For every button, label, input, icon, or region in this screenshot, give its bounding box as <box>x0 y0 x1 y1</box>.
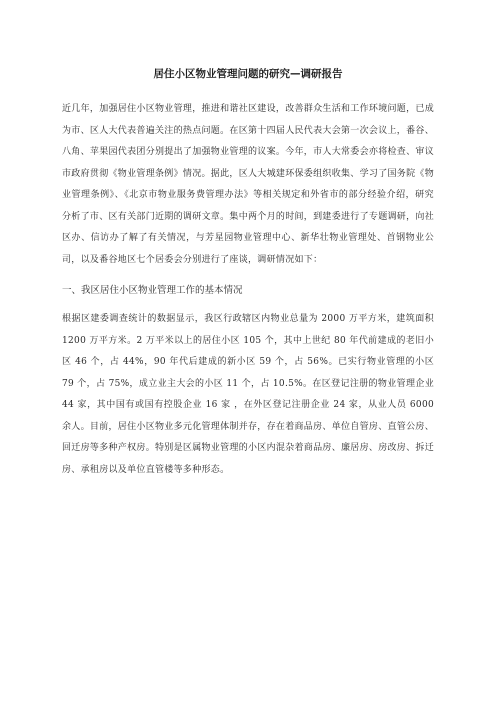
section-heading: 一、我区居住小区物业管理工作的基本情况 <box>62 285 243 296</box>
intro-paragraph: 近几年，加强居住小区物业管理，推进和谐社区建设，改善群众生活和工作环境问题，已成为市、区人大代表普遍关注的热点问题。在区第十四届人民代表大会第一次会议上，番谷、八角、苹果园代表团分别提出了加强物业管理的议案。今年，市人大常委会亦将检查、审议市政府贯彻《物业管理条例》情况。据此，区人大城建环保委组织收集、学习了国务院《物业管理条例》、《北京市物业服务费管理办法》等相关规定和外省市的部分经验介绍，研究分析了市、区有关部门近期的调研文章。集中两个月的时间，到建委进行了专题调研，向社区办、信访办了解了有关情况，与芳星园物业管理中心、新华壮物业管理处、首钢物业公司，以及番谷地区七个居委会分别进行了座谈，调研情况如下： <box>62 104 435 265</box>
document-title: 居住小区物业管理问题的研究—调研报告 <box>153 68 343 80</box>
section-paragraph: 根据区建委调查统计的数据显示，我区行政辖区内物业总量为 2000 万平方米，建筑面积 1200 万平方米。2 万平米以上的居住小区 105 个，其中上世纪 80 年代前建成的老旧小区 46 个，占 44%，90 年代后建成的新小区 59 个，占 56%。已实行物业管理的小区 79 个，占 75%，成立业主大会的小区 11 个，占 10.5%。在区登记注册的物业管理企业 44 家，其中国有或国有控股企业 16 家 ，在外区登记注册企业 24 家，从业人员 6000 余人。目前，居住小区物业多元化管理体制并存，存在着商品房、单位自管房、直管公房、回迁房等多种产权房。特别是区属物业管理的小区内混杂着商品房、廉居房、房改房、拆迁房、承租房以及单位直管楼等多种形态。 <box>62 314 435 475</box>
